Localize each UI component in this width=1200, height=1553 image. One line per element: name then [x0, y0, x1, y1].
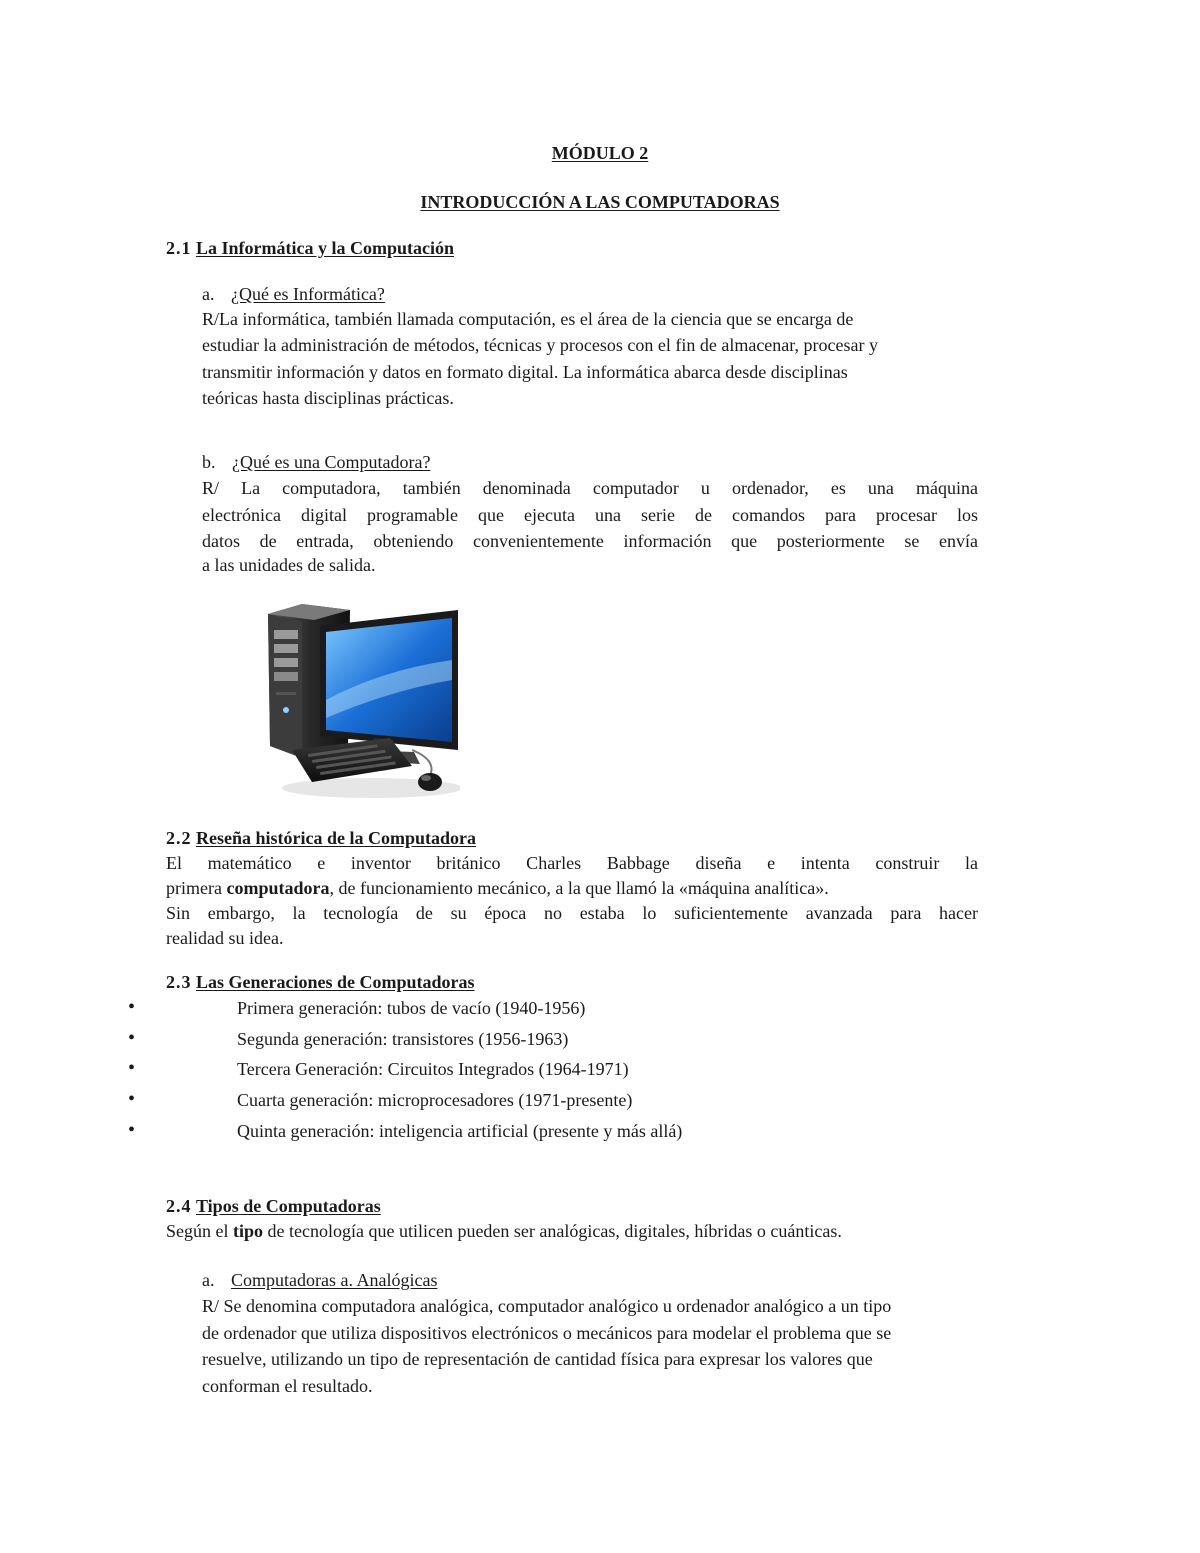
list-marker: a.: [202, 284, 215, 304]
answer-line: R/La informática, también llamada computación, es el área de la ciencia que se encarga de: [202, 309, 854, 329]
list-item: Tercera Generación: Circuitos Integrados (1964-1971): [237, 1059, 629, 1079]
section-2-1-heading: [166, 237, 454, 259]
list-marker: b.: [202, 452, 216, 472]
answer-line: transmitir información y datos en formato digital. La informática abarca desde disciplinas: [202, 362, 848, 382]
section-title: Las Generaciones de Computadoras: [196, 972, 475, 992]
answer-line: R/ Se denomina computadora analógica, computador analógico u ordenador analógico a un tipo: [202, 1296, 892, 1316]
question-text: ¿Qué es una Computadora?: [232, 452, 431, 472]
paragraph-line: realidad su idea.: [166, 928, 284, 948]
section-title: La Informática y la Computación: [196, 238, 454, 258]
answer-line: resuelve, utilizando un tipo de representación de cantidad física para expresar los valores que: [202, 1349, 873, 1369]
question-text: Computadoras a. Analógicas: [231, 1270, 438, 1290]
question-text: ¿Qué es Informática?: [231, 284, 385, 304]
answer-line: teóricas hasta disciplinas prácticas.: [202, 388, 454, 408]
answer-line: electrónica digital programable que ejecuta una serie de comandos para procesar los: [202, 505, 978, 525]
bold-term: tipo: [233, 1221, 264, 1241]
desktop-computer-icon: [262, 600, 460, 805]
question-b-heading: [202, 451, 430, 473]
question-a-heading: [202, 1269, 437, 1291]
bullet-icon: •: [128, 1119, 136, 1141]
answer-line: conforman el resultado.: [202, 1376, 373, 1396]
section-number: 2.4: [166, 1196, 192, 1216]
section-title: Reseña histórica de la Computadora: [196, 828, 476, 848]
list-item: Primera generación: tubos de vacío (1940-1956): [237, 998, 586, 1018]
paragraph-line: Sin embargo, la tecnología de su época no estaba lo suficientemente avanzada para hacer: [166, 903, 978, 923]
module-title: MÓDULO 2: [551, 143, 649, 163]
text-run: de tecnología que utilicen pueden ser analógicas, digitales, híbridas o cuánticas.: [263, 1221, 842, 1241]
bullet-icon: •: [128, 1088, 136, 1110]
list-item: Segunda generación: transistores (1956-1963): [237, 1029, 569, 1049]
section-2-2-heading: [166, 827, 476, 849]
answer-line: R/ La computadora, también denominada computador u ordenador, es una máquina: [202, 478, 978, 498]
question-a-heading: [202, 283, 385, 305]
bullet-icon: •: [128, 1027, 136, 1049]
answer-line: a las unidades de salida.: [202, 555, 376, 575]
bullet-icon: •: [128, 1057, 136, 1079]
text-run: primera: [166, 878, 227, 898]
section-number: 2.2: [166, 828, 192, 848]
list-item: Quinta generación: inteligencia artificial (presente y más allá): [237, 1121, 683, 1141]
section-number: 2.1: [166, 238, 192, 258]
text-run: , de funcionamiento mecánico, a la que llamó la «máquina analítica».: [329, 878, 829, 898]
section-2-4-heading: [166, 1195, 381, 1217]
paragraph-line: El matemático e inventor británico Charles Babbage diseña e intenta construir la: [166, 853, 978, 873]
bold-term: computadora: [226, 878, 330, 898]
answer-line: estudiar la administración de métodos, técnicas y procesos con el fin de almacenar, procesar y: [202, 335, 879, 355]
list-marker: a.: [202, 1270, 215, 1290]
text-run: Según el: [166, 1221, 233, 1241]
paragraph-line: [166, 1220, 842, 1242]
page-title: INTRODUCCIÓN A LAS COMPUTADORAS: [420, 192, 780, 212]
section-2-3-heading: [166, 971, 475, 993]
answer-line: de ordenador que utiliza dispositivos electrónicos o mecánicos para modelar el problema que se: [202, 1323, 892, 1343]
section-number: 2.3: [166, 972, 192, 992]
bullet-icon: •: [128, 996, 136, 1018]
list-item: Cuarta generación: microprocesadores (1971-presente): [237, 1090, 633, 1110]
paragraph-line: [166, 877, 829, 899]
answer-line: datos de entrada, obteniendo convenientemente información que posteriormente se envía: [202, 531, 978, 551]
section-title: Tipos de Computadoras: [196, 1196, 381, 1216]
